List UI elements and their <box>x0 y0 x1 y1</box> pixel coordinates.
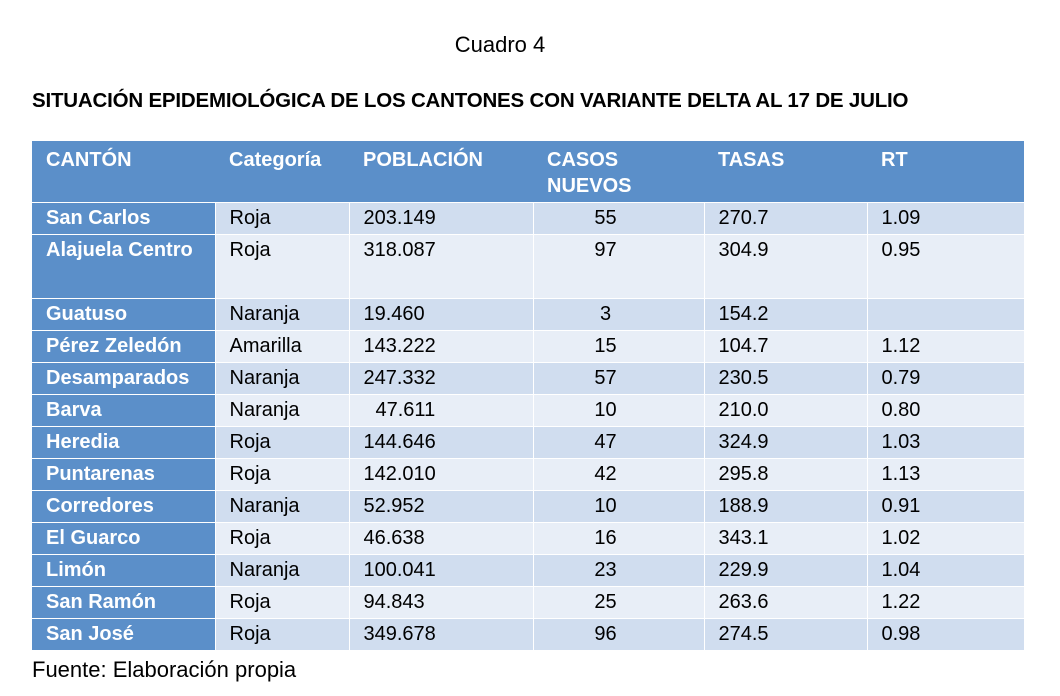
cell-tasas: 104.7 <box>704 330 867 362</box>
cell-tasas: 154.2 <box>704 298 867 330</box>
cell-tasas: 229.9 <box>704 554 867 586</box>
cell-rt: 1.03 <box>867 426 1024 458</box>
table-row <box>32 202 1024 234</box>
cell-poblacion: 247.332 <box>349 362 533 394</box>
cell-casos-nuevos: 47 <box>533 426 704 458</box>
cell-canton: Alajuela Centro <box>32 234 215 298</box>
header-poblacion: POBLACIÓN <box>363 149 483 171</box>
cell-poblacion: 203.149 <box>349 202 533 234</box>
cell-categoria: Roja <box>215 202 349 234</box>
cell-rt: 0.98 <box>867 618 1024 650</box>
cell-poblacion: 19.460 <box>349 298 533 330</box>
header-rt: RT <box>881 149 908 171</box>
header-canton: CANTÓN <box>46 149 132 171</box>
cell-casos-nuevos: 96 <box>533 618 704 650</box>
table-row <box>32 522 1024 554</box>
cell-canton: San Carlos <box>32 202 215 234</box>
table-header-row <box>32 141 1024 202</box>
cell-casos-nuevos: 15 <box>533 330 704 362</box>
table-row <box>32 426 1024 458</box>
cell-casos-nuevos: 55 <box>533 202 704 234</box>
cell-poblacion: 94.843 <box>349 586 533 618</box>
table-row <box>32 458 1024 490</box>
cell-categoria: Naranja <box>215 298 349 330</box>
cell-poblacion: 52.952 <box>349 490 533 522</box>
cell-canton: San José <box>32 618 215 650</box>
cell-canton: El Guarco <box>32 522 215 554</box>
table-row <box>32 618 1024 650</box>
cell-casos-nuevos: 42 <box>533 458 704 490</box>
cell-categoria: Naranja <box>215 394 349 426</box>
cell-categoria: Naranja <box>215 554 349 586</box>
source-note: Fuente: Elaboración propia <box>32 657 297 682</box>
cell-poblacion: 46.638 <box>349 522 533 554</box>
cell-tasas: 304.9 <box>704 234 867 298</box>
cell-canton: Guatuso <box>32 298 215 330</box>
header-categoria: Categoría <box>229 149 322 171</box>
table-row <box>32 362 1024 394</box>
table-caption: Cuadro 4 <box>454 32 546 57</box>
cell-tasas: 230.5 <box>704 362 867 394</box>
cell-canton: Heredia <box>32 426 215 458</box>
cell-rt: 0.95 <box>867 234 1024 298</box>
cell-categoria: Roja <box>215 426 349 458</box>
canton-table <box>32 141 1024 650</box>
cell-rt: 1.09 <box>867 202 1024 234</box>
header-casos-nuevos: CASOS NUEVOS <box>547 149 632 197</box>
table-row <box>32 394 1024 426</box>
cell-tasas: 343.1 <box>704 522 867 554</box>
cell-poblacion: 47.611 <box>349 394 533 426</box>
cell-tasas: 274.5 <box>704 618 867 650</box>
cell-rt: 1.22 <box>867 586 1024 618</box>
cell-categoria: Amarilla <box>215 330 349 362</box>
cell-rt: 0.80 <box>867 394 1024 426</box>
cell-rt: 0.91 <box>867 490 1024 522</box>
cell-rt: 1.12 <box>867 330 1024 362</box>
cell-rt: 1.02 <box>867 522 1024 554</box>
cell-poblacion: 318.087 <box>349 234 533 298</box>
cell-canton: Puntarenas <box>32 458 215 490</box>
cell-casos-nuevos: 97 <box>533 234 704 298</box>
table-row <box>32 490 1024 522</box>
table-row <box>32 586 1024 618</box>
cell-canton: San Ramón <box>32 586 215 618</box>
table-row <box>32 234 1024 298</box>
cell-rt: 1.13 <box>867 458 1024 490</box>
cell-rt: 1.04 <box>867 554 1024 586</box>
table-row <box>32 298 1024 330</box>
cell-poblacion: 100.041 <box>349 554 533 586</box>
cell-casos-nuevos: 3 <box>533 298 704 330</box>
cell-canton: Corredores <box>32 490 215 522</box>
cell-tasas: 210.0 <box>704 394 867 426</box>
header-tasas: TASAS <box>718 149 785 171</box>
cell-tasas: 270.7 <box>704 202 867 234</box>
cell-tasas: 188.9 <box>704 490 867 522</box>
cell-canton: Desamparados <box>32 362 215 394</box>
cell-tasas: 263.6 <box>704 586 867 618</box>
cell-poblacion: 144.646 <box>349 426 533 458</box>
cell-categoria: Roja <box>215 586 349 618</box>
cell-canton: Limón <box>32 554 215 586</box>
cell-poblacion: 142.010 <box>349 458 533 490</box>
cell-categoria: Roja <box>215 234 349 298</box>
cell-poblacion: 143.222 <box>349 330 533 362</box>
cell-casos-nuevos: 16 <box>533 522 704 554</box>
cell-casos-nuevos: 25 <box>533 586 704 618</box>
table-row <box>32 330 1024 362</box>
cell-tasas: 295.8 <box>704 458 867 490</box>
cell-categoria: Roja <box>215 458 349 490</box>
table-row <box>32 554 1024 586</box>
cell-categoria: Naranja <box>215 490 349 522</box>
cell-canton: Pérez Zeledón <box>32 330 215 362</box>
cell-categoria: Naranja <box>215 362 349 394</box>
cell-casos-nuevos: 10 <box>533 490 704 522</box>
cell-rt <box>867 298 1024 330</box>
cell-categoria: Roja <box>215 618 349 650</box>
cell-tasas: 324.9 <box>704 426 867 458</box>
cell-casos-nuevos: 57 <box>533 362 704 394</box>
cell-categoria: Roja <box>215 522 349 554</box>
cell-rt: 0.79 <box>867 362 1024 394</box>
table-title: SITUACIÓN EPIDEMIOLÓGICA DE LOS CANTONES CON VARIANTE DELTA AL 17 DE JULIO <box>32 89 909 112</box>
table-body <box>32 202 1024 650</box>
cell-poblacion: 349.678 <box>349 618 533 650</box>
cell-canton: Barva <box>32 394 215 426</box>
cell-casos-nuevos: 10 <box>533 394 704 426</box>
cell-casos-nuevos: 23 <box>533 554 704 586</box>
